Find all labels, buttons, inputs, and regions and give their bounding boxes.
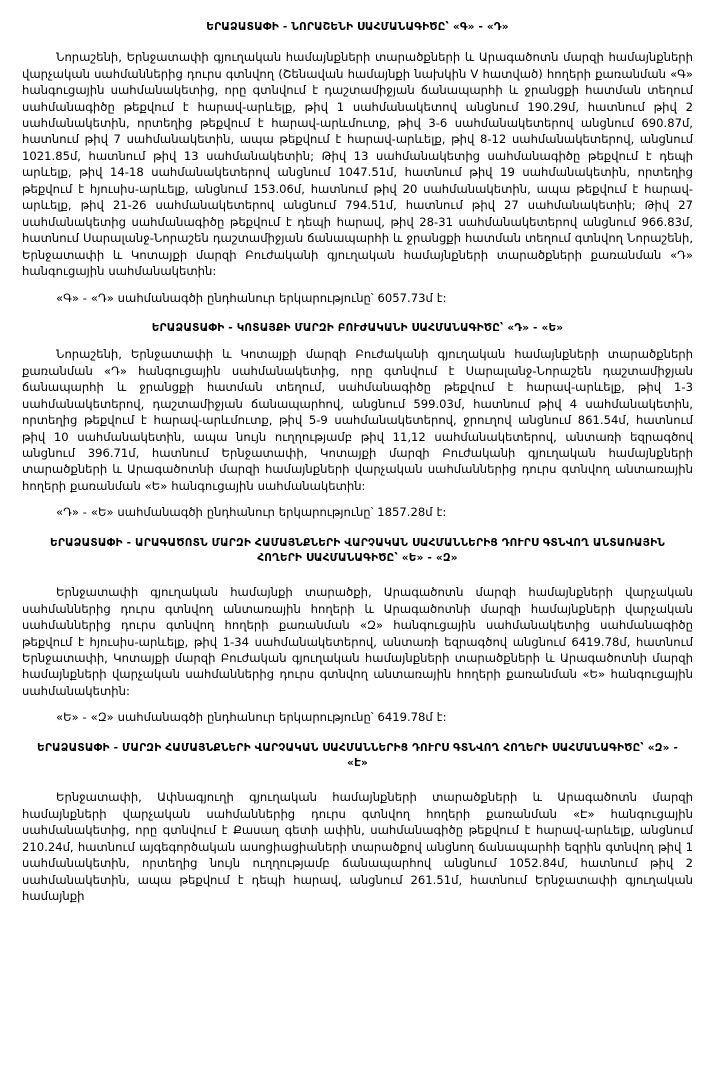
section-3-paragraph-1: Երնջատափի գյուղական համայնքի տարածքի, Արագածոտն մարզի համայնքների վարչական սահմաններից դուրս գտնվող անտառային հողերի և Արագածոտնի մարզի համայնքների վարչական սահմաններից դուրս գտնվող հողերի քառանման «Զ» հանգուցային սահմանակետից սահմանագիծը թեքվում է հյուսիս-արևելք, թիվ 1-34 սահմանակետերով, անտառի եզրագծով անցնում 6419.78մ, հատնում Երնջատափի, Կոտայքի մարզի Բուժական գյուղական համայնքների տարածքների և Արագածոտնի մարզի համայնքների վարչական սահմաններից դուրս գտնվող անտառային հողերի քառանման «Ե» հանգուցային սահմանակետին: bbox=[22, 585, 693, 698]
section-2-paragraph-2: «Դ» - «Ե» սահմանագծի ընդհանուր երկարությունը՝ 1857.28մ է: bbox=[56, 505, 447, 520]
spacer bbox=[22, 496, 693, 504]
section-4-heading: ԵՐԱՁԱՏԱՓԻ - ՄԱՐԶԻ ՀԱՄԱՅՆՔՆԵՐԻ ՎԱՐՉԱԿԱՆ ՍԱՀՄԱՆՆԵՐԻՑ ԴՈՒՐՍ ԳՏՆՎՈՂ ՀՈՂԵՐԻ ՍԱՀՄԱՆԱԳԻԾԸ՝ «Զ» - «Է» bbox=[36, 741, 679, 770]
spacer bbox=[22, 308, 693, 321]
section-1 bbox=[22, 20, 693, 306]
section-1-heading: ԵՐԱՁԱՏԱՓԻ - ՆՈՐԱՇԵՆԻ ՍԱՀՄԱՆԱԳԻԾԸ՝ «Գ» - «Դ» bbox=[206, 21, 509, 33]
section-3 bbox=[22, 536, 693, 726]
spacer bbox=[22, 523, 693, 536]
section-3-paragraph-2: «Ե» - «Զ» սահմանագծի ընդհանուր երկարությունը՝ 6419.78մ է: bbox=[56, 710, 447, 725]
section-4 bbox=[22, 741, 693, 905]
spacer bbox=[22, 282, 693, 290]
section-2 bbox=[22, 321, 693, 521]
section-1-paragraph-1: Նորաշենի, Երնջատափի գյուղական համայնքների տարածքների և Արագածոտն մարզի համայնքների վարչական սահմաններից դուրս գտնվող (Շենավան համայնքի նախկին V հատված) հողերի քառանման «Գ» հանգուցային սահմանակետից, որը գտնվում է դաշտամիջյան ճանապարհի և ջրանցքի հատման տեղում սահմանագիծը թեքվում է հարավ-արևելք, թիվ 1 սահմանակետով անցնում 190.29մ, հատնում թիվ 2 սահմանակետին, որտեղից թեքվում է հարավ-արևմուտք, թիվ 3-6 սահմանակետերով անցնում 690.87մ, հատնում թիվ 7 սահմանակետին, ապա թեքվում է հարավ-արևելք, թիվ 8-12 սահմանակետերով, անցնում 1021.85մ, հատնում թիվ 13 սահմանակետին; Թիվ 13 սահմանակետից սահմանագիծը թեքվում է դեպի արևելք, թիվ 14-18 սահմանակետերով անցնում 1047.51մ, հատնում թիվ 19 սահմանակետին, որտեղից թեքվում է հյուսիս-արևելք, անցնում 153.06մ, հատնում թիվ 20 սահմանակետին, ապա թեքվում է հարավ-արևելք, թիվ 21-26 սահմանակետերով անցնում 794.51մ, հատնում թիվ 27 սահմանակետին; Թիվ 27 սահմանակետից սահմանագիծը թեքվում է դեպի հարավ, թիվ 28-31 սահմանակետերով անցնում 966.83մ, հատնում Սարալանջ-Նորաշեն դաշտամիջյան ճանապարհի և ջրանցքի հատման տեղում գտնվող Նորաշենի, Երնջատափի և Կոտայքի մարզի Բուժականի գյուղական համայնքների տարածքների քառանման «Դ» հանգուցային սահմանակետին: bbox=[22, 50, 693, 279]
section-2-heading: ԵՐԱՁԱՏԱՓԻ - ԿՈՏԱՅՔԻ ՄԱՐԶԻ ԲՈՒԺԱԿԱՆԻ ՍԱՀՄԱՆԱԳԻԾԸ՝ «Դ» - «Ե» bbox=[151, 322, 564, 335]
section-4-paragraph-1: Երնջատափի, Ափնագյուղի գյուղական համայնքների տարածքների և Արագածոտն մարզի համայնքների վարչական սահմաններից դուրս գտնվող հողերի քառանման «Է» հանգուցային սահմանակետից, որը գտնվում է Քասաղ գետի ափին, սահմանագիծը թեքվում է հարավ-արևելք, անցնում 210.24մ, հատնում այգեգործական ասոցիացիաների տարածքով անցնող ճանապարհի եզրին գտնվող թիվ 1 սահմանակետին, որտեղից նույն ուղղությամբ ճանապարհով անցնում 1052.84մ, հատնում թիվ 2 սահմանակետին, ապա թեքվում է դեպի հարավ, անցնում 261.51մ, հատնում Երնջատափի գյուղական համայնքի bbox=[22, 790, 693, 903]
spacer bbox=[22, 701, 693, 709]
spacer bbox=[22, 576, 693, 584]
section-2-paragraph-1: Նորաշենի, Երնջատափի և Կոտայքի մարզի Բուժականի գյուղական համայնքների տարածքների քառանման «Դ» հանգուցային սահմանակետից, որը գտնվում է Սարալանջ-Նորաշեն դաշտամիջյան ճանապարհի և ջրանցքի հատման տեղում, սահմանագիծը թեքվում է հարավ-արևելք, թիվ 1-3 սահմանակետերով, դաշտամիջյան ճանապարհով, անցնում 599.03մ, հատնում թիվ 4 սահմանակետին, որտեղից թեքվում է հարավ-արևմուտք, թիվ 5-9 սահմանակետերով, ջրուղով անցնում 861.54մ, հատնում թիվ 10 սահմանակետին, ապա նույն ուղղությամբ թիվ 11,12 սահմանակետերով, անտառի եզրագծով անցնում 396.71մ, հատնում Երնջատափի, Կոտայքի մարզի Բուժականի գյուղական համայնքների տարածքների և Արագածոտնի մարզի համայնքների վարչական սահմաններից դուրս գտնվող անտառային հողերի քառանման «Ե» հանգուցային սահմանակետին: bbox=[22, 347, 693, 493]
spacer bbox=[22, 781, 693, 789]
spacer bbox=[22, 728, 693, 741]
section-3-heading: ԵՐԱՁԱՏԱՓԻ - ԱՐԱԳԱԾՈՏՆ ՄԱՐԶԻ ՀԱՄԱՅՆՔՆԵՐԻ ՎԱՐՉԱԿԱՆ ՍԱՀՄԱՆՆԵՐԻՑ ԴՈՒՐՍ ԳՏՆՎՈՂ ԱՆՏԱՌԱՅԻՆ ՀՈՂԵՐԻ ՍԱՀՄԱՆԱԳԻԾԸ՝ «Ե» - «Զ» bbox=[50, 536, 665, 564]
section-1-paragraph-2: «Գ» - «Դ» սահմանագծի ընդհանուր երկարությունը՝ 6057.73մ է: bbox=[56, 290, 447, 305]
